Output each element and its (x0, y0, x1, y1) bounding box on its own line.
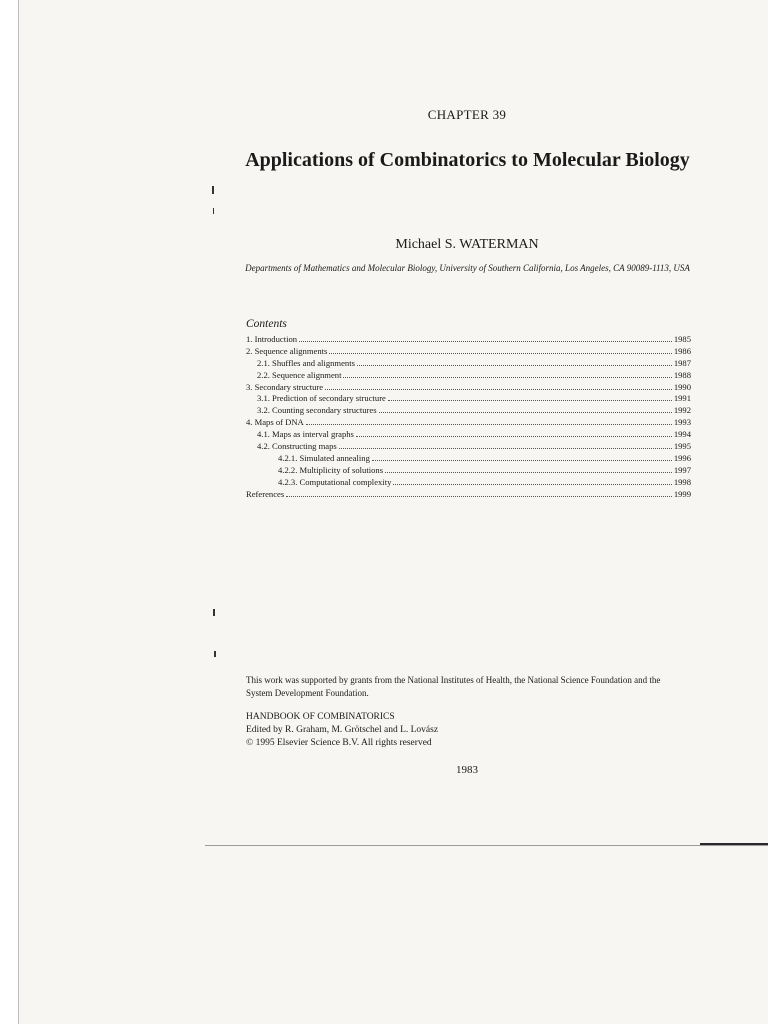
toc-entry (246, 453, 691, 465)
toc-leader-dots (356, 429, 672, 437)
toc-entry (246, 346, 691, 358)
scan-mark (214, 651, 216, 657)
toc-entry-label: 4. Maps of DNA (246, 417, 304, 428)
toc-entry (246, 417, 691, 429)
toc-entry-label: 3. Secondary structure (246, 381, 324, 392)
toc-entry (246, 334, 691, 346)
toc-leader-dots (286, 489, 672, 497)
toc-leader-dots (393, 477, 671, 485)
toc-leader-dots (372, 453, 672, 461)
author-affiliation: Departments of Mathematics and Molecular Biology, University of Southern California, Los Angeles, CA 90089-1113, USA (245, 263, 690, 273)
funding-note: This work was supported by grants from the National Institutes of Health, the National Science Foundation and the System Development Foundation. (246, 675, 661, 698)
toc-leader-dots (339, 441, 672, 449)
toc-entry (246, 489, 691, 501)
toc-entry-label: 4.2.2. Multiplicity of solutions (278, 464, 384, 475)
toc-leader-dots (299, 334, 672, 342)
toc-entry (246, 477, 691, 489)
toc-entry (246, 358, 691, 370)
toc-leader-dots (343, 370, 671, 378)
toc-entry (246, 429, 691, 441)
contents-heading: Contents (246, 318, 287, 330)
handbook-title: HANDBOOK OF COMBINATORICS (246, 712, 395, 722)
scan-mark (213, 208, 214, 214)
toc-entry-label: 4.2. Constructing maps (257, 441, 337, 452)
toc-entry-page: 1991 (673, 393, 691, 404)
toc-entry-page: 1995 (673, 441, 691, 452)
toc-entry (246, 382, 691, 394)
toc-leader-dots (385, 465, 672, 473)
toc-entry-label: 1. Introduction (246, 334, 298, 344)
toc-entry-label: References (246, 488, 285, 499)
toc-leader-dots (379, 405, 672, 413)
toc-entry-page: 1988 (673, 369, 691, 380)
chapter-label: CHAPTER 39 (427, 107, 507, 122)
toc-leader-dots (388, 393, 672, 401)
toc-entry-page: 1996 (673, 452, 691, 463)
toc-entry (246, 405, 691, 417)
toc-entry-label: 4.1. Maps as interval graphs (257, 429, 354, 440)
toc-leader-dots (357, 358, 672, 366)
toc-entry-page: 1992 (673, 405, 691, 416)
toc-entry (246, 441, 691, 453)
handbook-editors: Edited by R. Graham, M. Grötschel and L. Lovász (246, 725, 439, 735)
toc-leader-dots (325, 382, 672, 390)
toc-entry-label: 2. Sequence alignments (246, 345, 328, 356)
bottom-rule-thick (700, 843, 768, 845)
toc-entry (246, 370, 691, 382)
toc-entry-page: 1986 (673, 345, 691, 356)
toc-entry-page: 1987 (673, 357, 691, 368)
toc-leader-dots (329, 346, 671, 354)
toc-entry (246, 393, 691, 405)
toc-leader-dots (306, 417, 672, 425)
bottom-rule (205, 845, 768, 846)
toc-entry (246, 465, 691, 477)
chapter-title: Applications of Combinatorics to Molecular Biology (245, 149, 690, 171)
toc-entry-page: 1997 (673, 464, 691, 475)
toc-entry-page: 1993 (673, 417, 691, 428)
toc-entry-page: 1994 (673, 429, 691, 440)
handbook-copyright: © 1995 Elsevier Science B.V. All rights reserved (246, 738, 432, 748)
scan-mark (213, 609, 215, 616)
toc-entry-label: 4.2.3. Computational complexity (278, 476, 392, 487)
page-number: 1983 (456, 764, 478, 776)
toc-entry-label: 2.2. Sequence alignment (257, 369, 342, 380)
handbook-info (246, 711, 666, 750)
table-of-contents (246, 334, 691, 500)
toc-entry-page: 1990 (673, 381, 691, 392)
toc-entry-page: 1985 (673, 334, 691, 344)
toc-entry-page: 1998 (673, 476, 691, 487)
author-name: Michael S. WATERMAN (395, 237, 539, 252)
toc-entry-label: 3.1. Prediction of secondary structure (257, 393, 386, 404)
scan-mark (212, 186, 214, 194)
toc-entry-label: 3.2. Counting secondary structures (257, 405, 377, 416)
toc-entry-page: 1999 (673, 488, 691, 499)
toc-entry-label: 4.2.1. Simulated annealing (278, 452, 370, 463)
toc-entry-label: 2.1. Shuffles and alignments (257, 357, 355, 368)
